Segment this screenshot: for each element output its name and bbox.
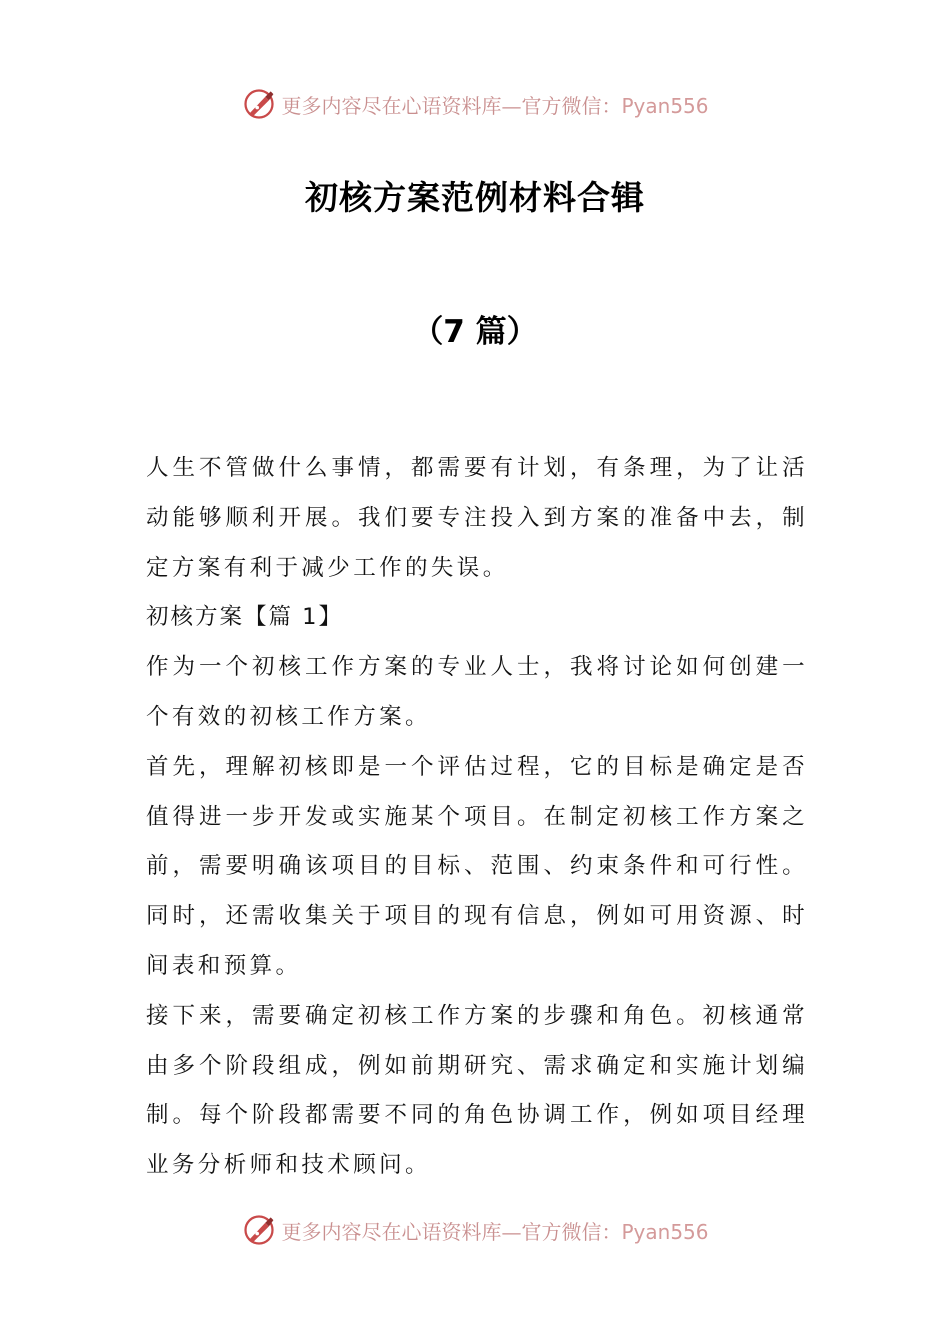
section-heading: 初核方案【篇 1】 (146, 604, 343, 631)
intro-paragraph: 人生不管做什么事情，都需要有计划，有条理，为了让活动能够顺利开展。我们要专注投入到方案的准备中去，制定方案有利于减少工作的失误。 (146, 455, 808, 581)
pen-nib-circle-icon (241, 1212, 277, 1248)
banner-text (281, 1216, 708, 1245)
body-paragraph: 接下来，需要确定初核工作方案的步骤和角色。初核通常由多个阶段组成，例如前期研究、需求确定和实施计划编制。每个阶段都需要不同的角色协调工作，例如项目经理业务分析师和技术顾问。 (146, 1002, 808, 1179)
document-title: 初核方案范例材料合辑 (305, 178, 645, 217)
banner-slogan: 更多内容尽在心语资料库—官方微信： (281, 1219, 622, 1244)
footer-watermark-banner (0, 1208, 950, 1252)
pen-nib-circle-icon (241, 86, 277, 122)
body-paragraph: 首先，理解初核即是一个评估过程，它的目标是确定是否值得进一步开发或实施某个项目。在制定初核工作方案之前，需要明确该项目的目标、范围、约束条件和可行性。同时，还需收集关于项目的现有信息，例如可用资源、时间表和预算。 (146, 753, 808, 979)
document-subtitle: （7 篇） (412, 314, 538, 350)
banner-slogan: 更多内容尽在心语资料库—官方微信： (281, 93, 622, 118)
banner-wechat-id: Pyan556 (621, 93, 709, 118)
header-watermark-banner (0, 82, 950, 126)
banner-wechat-id: Pyan556 (621, 1219, 709, 1244)
body-paragraph: 作为一个初核工作方案的专业人士，我将讨论如何创建一个有效的初核工作方案。 (146, 654, 808, 730)
banner-text (281, 90, 708, 119)
document-body (146, 444, 808, 1191)
